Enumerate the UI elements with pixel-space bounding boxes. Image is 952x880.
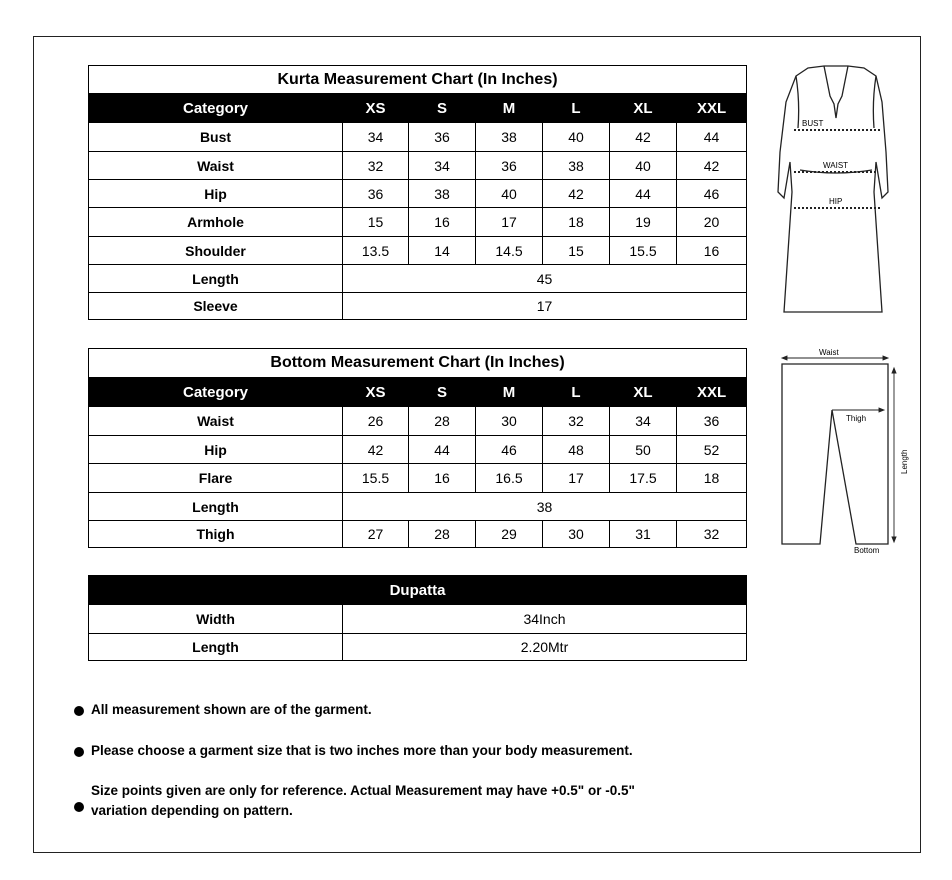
kurta-row-waist xyxy=(89,152,747,180)
cell: 26 xyxy=(343,407,409,436)
kurta-row-length xyxy=(89,265,747,293)
bottom-diagram-waist-label: Waist xyxy=(819,348,839,357)
cell: 17 xyxy=(343,293,747,320)
cell: 30 xyxy=(543,521,610,548)
note-variation-line1: Size points given are only for reference. Actual Measurement may have +0.5" or -0.5" xyxy=(91,783,635,798)
cell: 13.5 xyxy=(343,237,409,265)
bottom-row-waist xyxy=(89,407,747,436)
bottom-diagram-thigh-label: Thigh xyxy=(846,414,867,423)
cell: 17 xyxy=(476,208,543,237)
cell: 34 xyxy=(343,123,409,152)
cell: 42 xyxy=(677,152,747,180)
bottom-row-thigh xyxy=(89,521,747,548)
bottom-size-header: L xyxy=(543,378,610,407)
cell: 38 xyxy=(343,493,747,521)
bottom-diagram xyxy=(776,344,916,558)
cell: 16 xyxy=(677,237,747,265)
dupatta-table xyxy=(88,575,747,661)
cell: 14 xyxy=(409,237,476,265)
kurta-category-header: Category xyxy=(89,94,343,123)
cell: 19 xyxy=(610,208,677,237)
bottom-size-header: XS xyxy=(343,378,409,407)
cell: 36 xyxy=(677,407,747,436)
kurta-row-bust xyxy=(89,123,747,152)
row-label: Sleeve xyxy=(89,293,343,320)
cell: 34 xyxy=(610,407,677,436)
row-label: Hip xyxy=(89,180,343,208)
bullet-icon xyxy=(74,747,84,757)
kurta-row-armhole xyxy=(89,208,747,237)
cell: 14.5 xyxy=(476,237,543,265)
cell: 17.5 xyxy=(610,464,677,493)
cell: 36 xyxy=(476,152,543,180)
bottom-diagram-length-label: Length xyxy=(900,449,909,474)
bottom-size-header: XXL xyxy=(677,378,747,407)
dupatta-title: Dupatta xyxy=(89,576,747,605)
cell: 28 xyxy=(409,407,476,436)
cell: 28 xyxy=(409,521,476,548)
dupatta-row-width xyxy=(89,605,747,634)
cell: 48 xyxy=(543,436,610,464)
cell: 40 xyxy=(476,180,543,208)
row-label: Length xyxy=(89,265,343,293)
kurta-row-hip xyxy=(89,180,747,208)
kurta-measurement-table xyxy=(88,65,747,320)
cell: 32 xyxy=(543,407,610,436)
cell: 16 xyxy=(409,208,476,237)
cell: 45 xyxy=(343,265,747,293)
cell: 29 xyxy=(476,521,543,548)
kurta-diagram xyxy=(776,62,896,318)
cell: 15.5 xyxy=(343,464,409,493)
cell: 27 xyxy=(343,521,409,548)
row-label: Flare xyxy=(89,464,343,493)
note-choose-size: Please choose a garment size that is two inches more than your body measurement. xyxy=(91,743,633,758)
cell: 2.20Mtr xyxy=(343,634,747,661)
bullet-icon xyxy=(74,802,84,812)
row-label: Waist xyxy=(89,152,343,180)
note-garment-measurement: All measurement shown are of the garment. xyxy=(91,702,372,717)
row-label: Width xyxy=(89,605,343,634)
cell: 42 xyxy=(343,436,409,464)
kurta-diagram-hip-label: HIP xyxy=(829,197,843,206)
cell: 32 xyxy=(677,521,747,548)
cell: 17 xyxy=(543,464,610,493)
kurta-size-header: XS xyxy=(343,94,409,123)
bottom-category-header: Category xyxy=(89,378,343,407)
cell: 31 xyxy=(610,521,677,548)
cell: 42 xyxy=(610,123,677,152)
row-label: Length xyxy=(89,493,343,521)
cell: 18 xyxy=(543,208,610,237)
bottom-measurement-table xyxy=(88,348,747,548)
note-variation-line2: variation depending on pattern. xyxy=(91,803,293,818)
cell: 52 xyxy=(677,436,747,464)
kurta-diagram-waist-label: WAIST xyxy=(823,161,849,170)
row-label: Waist xyxy=(89,407,343,436)
cell: 38 xyxy=(543,152,610,180)
cell: 50 xyxy=(610,436,677,464)
row-label: Thigh xyxy=(89,521,343,548)
cell: 44 xyxy=(610,180,677,208)
bottom-size-header: XL xyxy=(610,378,677,407)
kurta-size-header: XL xyxy=(610,94,677,123)
cell: 32 xyxy=(343,152,409,180)
cell: 40 xyxy=(543,123,610,152)
cell: 16.5 xyxy=(476,464,543,493)
row-label: Hip xyxy=(89,436,343,464)
kurta-size-header: L xyxy=(543,94,610,123)
cell: 42 xyxy=(543,180,610,208)
cell: 20 xyxy=(677,208,747,237)
row-label: Armhole xyxy=(89,208,343,237)
kurta-size-header: XXL xyxy=(677,94,747,123)
bottom-size-header: S xyxy=(409,378,476,407)
cell: 44 xyxy=(677,123,747,152)
cell: 18 xyxy=(677,464,747,493)
cell: 40 xyxy=(610,152,677,180)
bottom-row-length xyxy=(89,493,747,521)
bullet-icon xyxy=(74,706,84,716)
bottom-row-flare xyxy=(89,464,747,493)
cell: 38 xyxy=(409,180,476,208)
cell: 15.5 xyxy=(610,237,677,265)
cell: 34Inch xyxy=(343,605,747,634)
cell: 34 xyxy=(409,152,476,180)
kurta-size-header: S xyxy=(409,94,476,123)
cell: 15 xyxy=(543,237,610,265)
cell: 46 xyxy=(476,436,543,464)
dupatta-row-length xyxy=(89,634,747,661)
bottom-table-title: Bottom Measurement Chart (In Inches) xyxy=(89,349,747,378)
cell: 36 xyxy=(343,180,409,208)
cell: 16 xyxy=(409,464,476,493)
kurta-diagram-bust-label: BUST xyxy=(802,119,824,128)
cell: 44 xyxy=(409,436,476,464)
kurta-table-title: Kurta Measurement Chart (In Inches) xyxy=(89,66,747,94)
cell: 46 xyxy=(677,180,747,208)
kurta-row-sleeve xyxy=(89,293,747,320)
row-label: Shoulder xyxy=(89,237,343,265)
cell: 15 xyxy=(343,208,409,237)
cell: 36 xyxy=(409,123,476,152)
row-label: Bust xyxy=(89,123,343,152)
cell: 38 xyxy=(476,123,543,152)
kurta-row-shoulder xyxy=(89,237,747,265)
row-label: Length xyxy=(89,634,343,661)
bottom-size-header: M xyxy=(476,378,543,407)
bottom-row-hip xyxy=(89,436,747,464)
bottom-diagram-bottom-label: Bottom xyxy=(854,546,880,555)
kurta-size-header: M xyxy=(476,94,543,123)
cell: 30 xyxy=(476,407,543,436)
